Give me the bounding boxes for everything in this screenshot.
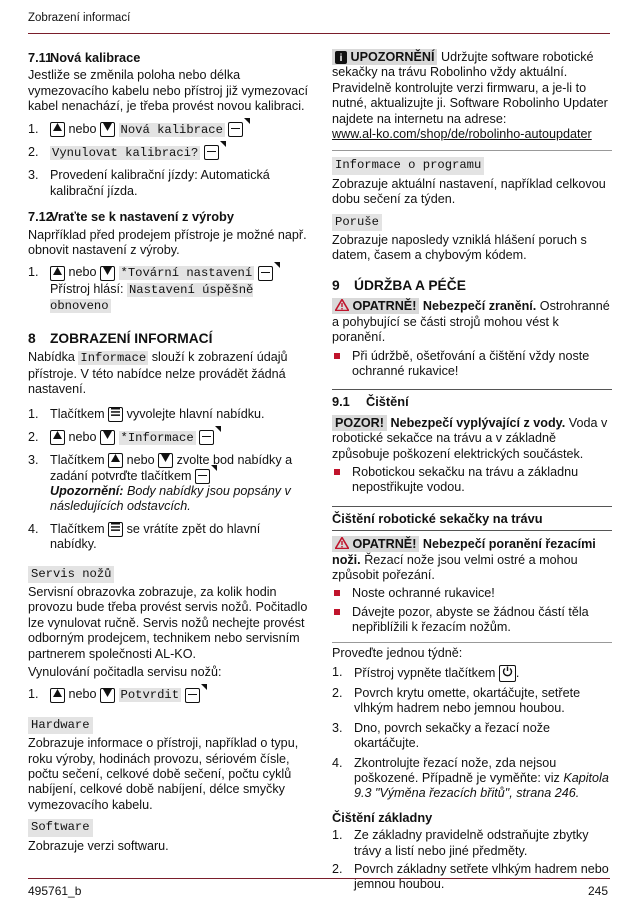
step: 2. nebo *Informace — [28, 430, 310, 446]
hardware-text: Zobrazuje informace o přístroji, například o typu, roku výroby, hodinách provozu, sériovém čísle, počtu sečení, celkové době sečení, počtu cyklů nabíjení, celkové době nabíjení, délce smyčky vymezovacího kabelu. — [28, 736, 299, 812]
ok-key-icon — [228, 122, 243, 137]
running-header: Zobrazení informací — [28, 12, 131, 24]
section-title-poruse: Poruše — [332, 214, 382, 231]
document-id: 495761_b — [28, 884, 82, 898]
step: 1. Tlačítkem vyvolejte hlavní nabídku. — [28, 407, 265, 422]
menu-key-icon — [108, 407, 123, 422]
program-text: Zobrazuje aktuální nastavení, například celkovou dobu sečení za týden. — [332, 176, 606, 207]
down-key-icon — [100, 122, 115, 137]
up-key-icon — [50, 688, 65, 703]
software-text: Zobrazuje verzi softwaru. — [28, 838, 169, 853]
heading-7-12: 7.12Vraťte se k nastavení z výroby — [28, 209, 234, 225]
intro-8: Nabídka Informace slouží k zobrazení údajů přístroje. V této nabídce nelze provádět žádná nastavení. — [28, 350, 288, 396]
intro-7-12: Naprříklad před prodejem přístroje je možné např. obnovit nastavení z výroby. — [28, 227, 307, 258]
step: 2. Povrch krytu omette, okartáčujte, setřete vlhkým hadrem nebo jemnou houbou. — [332, 686, 581, 716]
heading-9-1: 9.1 Čištění — [332, 394, 409, 410]
caution-block: POZOR! Nebezpečí vyplývající z vody. Voda v robotické sekačce na trávu a v základně způsobuje poškození elektrických součástek. — [332, 415, 608, 461]
caution-label: POZOR! — [332, 415, 387, 431]
ok-key-icon — [258, 266, 273, 281]
right-column — [332, 50, 612, 896]
footer-rule — [28, 878, 610, 879]
left-column — [28, 50, 310, 854]
info-icon: i — [335, 51, 347, 64]
notice-label: i UPOZORNĚNÍ — [332, 49, 437, 65]
ok-key-icon — [195, 469, 210, 484]
warning-block: OPATRNĚ! Nebezpečí zranění. Ostrohranné a pohybující se části strojů mohou vést k poranění. — [332, 299, 610, 345]
step: 2. Povrch základny setřete vlhkým hadrem nebo jemnou houbou. — [332, 862, 609, 892]
heading-7-11: 7.11Nová kalibrace — [28, 50, 141, 65]
servis-reset: Vynulování počitadla servisu nožů: — [28, 665, 222, 679]
warning-label: OPATRNĚ! — [332, 298, 419, 314]
ok-key-icon — [199, 430, 214, 445]
step: 3. Provedení kalibrační jízdy: Automatická kalibrační jízda. — [28, 168, 270, 198]
notice-block: i UPOZORNĚNÍ Udržujte software robotické sekačky na trávu Robolinho vždy aktuální. Pravidelně kontrolujte verzi firmwaru, a je-li to nutné, aktualizujte ji. Software Robolinho Updater najdete na internetu na adrese: www.al-ko.com/shop/de/robolinho-autoupdater — [332, 50, 608, 142]
list-item: Dávejte pozor, abyste se žádnou částí těla nepřiblížili k řezacím nožům. — [332, 605, 612, 636]
down-key-icon — [100, 266, 115, 281]
divider — [332, 150, 612, 151]
list-item: Noste ochranné rukavice! — [332, 586, 612, 601]
list-item: Při údržbě, ošetřování a čištění vždy noste ochranné rukavice! — [332, 349, 612, 380]
step: 1. nebo Nová kalibrace — [28, 122, 310, 138]
step: 4. Zkontrolujte řezací nože, zda nejsou poškozené. Případně je vyměňte: viz Kapitola 9.3 "Výměna řezacích břitů", strana 246. — [332, 755, 609, 801]
warning-block-blades: OPATRNĚ! Nebezpečí poranění řezacími noži. Řezací nože jsou velmi ostré a mohou způsobit pořezání. — [332, 537, 596, 582]
warning-triangle-icon — [335, 299, 349, 311]
list-item: Robotickou sekačku na trávu a základnu nepostřikujte vodou. — [332, 465, 612, 496]
warning-label: OPATRNĚ! — [332, 536, 419, 552]
step: 3. Dno, povrch sekačky a řezací nože okartáčujte. — [332, 720, 550, 751]
up-key-icon — [50, 122, 65, 137]
step: 1. nebo *Tovární nastavení Přístroj hlásí: Nastavení úspěšně obnoveno — [28, 265, 310, 314]
menu-key-icon — [108, 522, 123, 537]
step: 2. Vynulovat kalibraci? — [28, 145, 310, 161]
header-rule — [28, 33, 610, 34]
down-key-icon — [100, 430, 115, 445]
step: 1. Přístroj vypněte tlačítkem . — [332, 665, 612, 682]
step: 1. Ze základny pravidelně odstraňujte zbytky trávy a listí nebo jiné předměty. — [332, 828, 589, 858]
divider — [332, 530, 612, 531]
weekly-intro: Proveďte jednou týdně: — [332, 645, 463, 660]
heading-clean-mower: Čištění robotické sekačky na trávu — [332, 510, 543, 526]
updater-link[interactable]: www.al-ko.com/shop/de/robolinho-autoupdater — [332, 127, 592, 142]
up-key-icon — [50, 266, 65, 281]
divider — [332, 506, 612, 507]
down-key-icon — [100, 688, 115, 703]
divider — [332, 389, 612, 390]
poruse-text: Zobrazuje naposledy vzniklá hlášení poruch s datem, časem a chybovým kódem. — [332, 233, 587, 263]
section-title-program: Informace o programu — [332, 157, 484, 174]
ok-key-icon — [185, 688, 200, 703]
section-title-software: Software — [28, 819, 93, 836]
intro-7-11: Jestliže se změnila poloha nebo délka vymezovacího kabelu nebo přístroj již vymezovací kabel nenachází, je třeba provést novou kalibraci. — [28, 68, 308, 114]
page-number: 245 — [587, 884, 608, 898]
up-key-icon — [50, 430, 65, 445]
servis-text: Servisní obrazovka zobrazuje, za kolik hodin provozu bude třeba provést servis nožů. Počitadlo lze vynulovat ručně. Servis nožů nechejte provést odborným prodejcem, technikem nebo servisním partnerem společnosti AL-KO. — [28, 584, 308, 661]
up-key-icon — [108, 453, 123, 468]
section-title-hardware: Hardware — [28, 717, 93, 734]
step: 4. Tlačítkem se vrátíte zpět do hlavní nabídky. — [28, 521, 261, 552]
divider — [332, 642, 612, 643]
warning-triangle-icon — [335, 537, 349, 549]
heading-8: 8 ZOBRAZENÍ INFORMACÍ — [28, 330, 213, 346]
heading-clean-base: Čištění základny — [332, 809, 433, 825]
heading-9: 9 ÚDRŽBA A PÉČE — [332, 277, 466, 293]
ok-key-icon — [204, 145, 219, 160]
section-title-servis: Servis nožů — [28, 566, 114, 583]
power-key-icon — [499, 665, 516, 682]
step: 1. nebo Potvrdit — [28, 687, 310, 703]
down-key-icon — [158, 453, 173, 468]
step: 3. Tlačítkem nebo zvolte bod nabídky a zadání potvrďte tlačítkem Upozornění: Body nabídky jsou popsány v následujících odstavcích. — [28, 453, 293, 514]
